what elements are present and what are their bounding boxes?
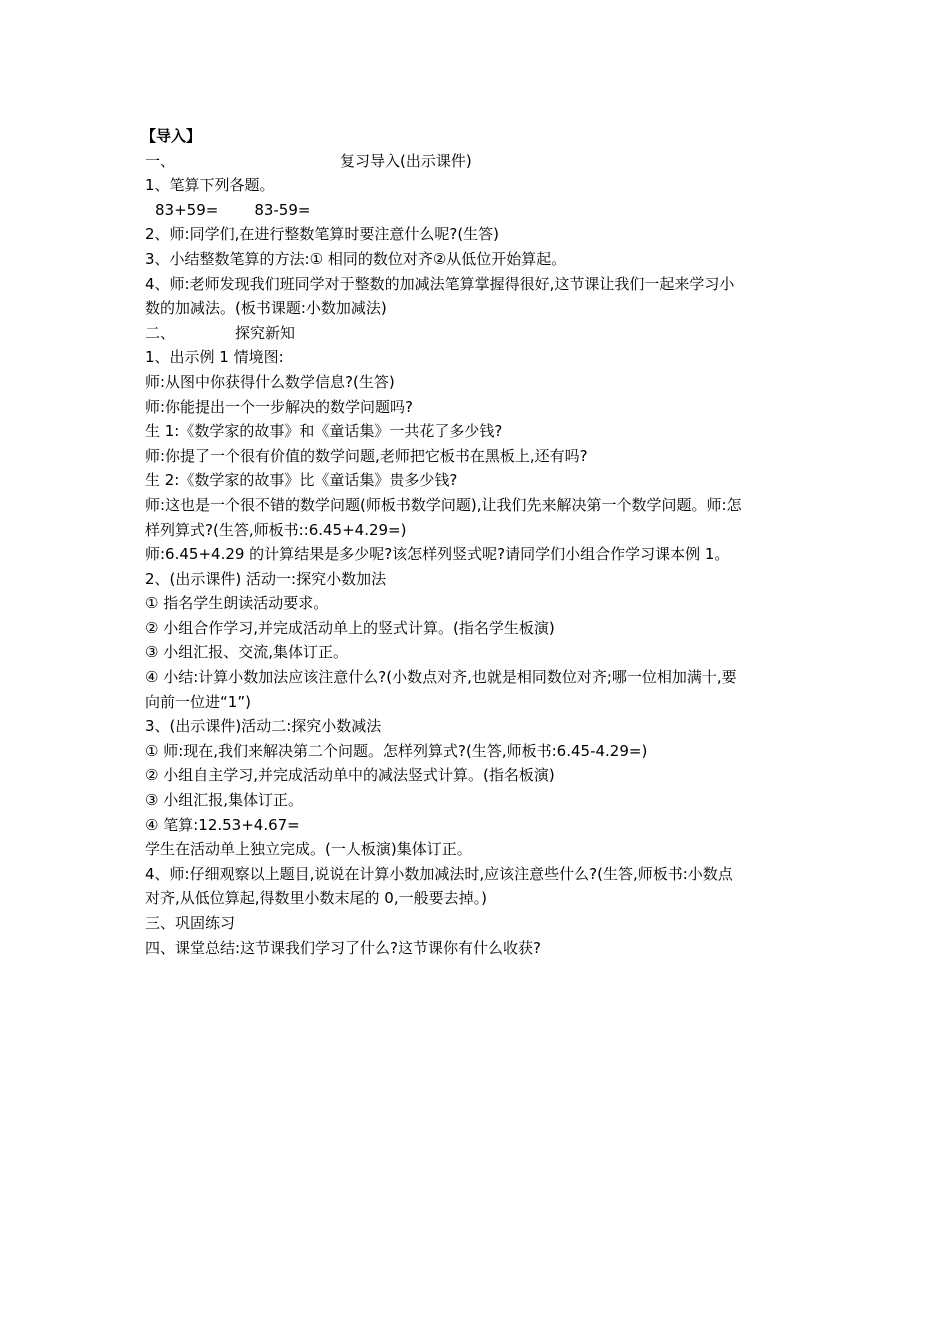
text-line: 1、笔算下列各题。 bbox=[145, 176, 275, 195]
text-line: ① 指名学生朗读活动要求。 bbox=[145, 594, 329, 613]
text-line: 师:这也是一个很不错的数学问题(师板书数学问题),让我们先来解决第一个数学问题。师:怎 bbox=[145, 495, 742, 514]
text-line: ④ 笔算:12.53+4.67= bbox=[145, 815, 300, 834]
text-line: 师:你能提出一个一步解决的数学问题吗? bbox=[145, 397, 414, 416]
text-line: ② 小组自主学习,并完成活动单中的减法竖式计算。(指名板演) bbox=[145, 766, 555, 785]
calculation-line bbox=[145, 198, 810, 223]
text-line: ④ 小结:计算小数加法应该注意什么?(小数点对齐,也就是相同数位对齐;哪一位相加满十,要 bbox=[145, 668, 737, 687]
text-line: 师:你提了一个很有价值的数学问题,老师把它板书在黑板上,还有吗? bbox=[145, 446, 588, 465]
text-line: 样列算式?(生答,师板书::6.45+4.29=) bbox=[145, 520, 407, 539]
section-one-number: 一、 bbox=[145, 151, 176, 170]
text-line: 3、(出示课件)活动二:探究小数减法 bbox=[145, 717, 382, 736]
section-one-text: 复习导入(出示课件) bbox=[340, 151, 472, 170]
text-line: 2、师:同学们,在进行整数笔算时要注意什么呢?(生答) bbox=[145, 225, 500, 244]
text-line: 3、小结整数笔算的方法:① 相同的数位对齐②从低位开始算起。 bbox=[145, 249, 567, 268]
section-title: 【导入】 bbox=[141, 127, 202, 145]
text-line: 向前一位进“1”) bbox=[145, 692, 251, 711]
calc-sub: 83-59= bbox=[254, 200, 311, 219]
text-line: ② 小组合作学习,并完成活动单上的竖式计算。(指名学生板演) bbox=[145, 618, 555, 637]
text-line: 师:从图中你获得什么数学信息?(生答) bbox=[145, 372, 395, 391]
text-line: 师:6.45+4.29 的计算结果是多少呢?该怎样列竖式呢?请同学们小组合作学习课本例 1。 bbox=[145, 545, 730, 564]
section-three-heading: 三、巩固练习 bbox=[145, 914, 236, 932]
text-line: 生 2:《数学家的故事》比《童话集》贵多少钱? bbox=[145, 471, 458, 490]
text-line: 4、师:仔细观察以上题目,说说在计算小数加减法时,应该注意些什么?(生答,师板书:小数点 bbox=[145, 864, 733, 883]
section-two-number: 二、 bbox=[145, 323, 176, 342]
text-line: 生 1:《数学家的故事》和《童话集》一共花了多少钱? bbox=[145, 422, 503, 441]
section-two-heading bbox=[145, 321, 810, 346]
section-two-text: 探究新知 bbox=[235, 323, 296, 342]
text-line: 对齐,从低位算起,得数里小数末尾的 0,一般要去掉。) bbox=[145, 889, 487, 908]
text-line: ③ 小组汇报、交流,集体订正。 bbox=[145, 643, 348, 662]
text-line: ③ 小组汇报,集体订正。 bbox=[145, 791, 303, 810]
calc-add: 83+59= bbox=[155, 200, 219, 219]
text-line: 学生在活动单上独立完成。(一人板演)集体订正。 bbox=[145, 840, 472, 859]
text-line: 数的加减法。(板书课题:小数加减法) bbox=[145, 299, 387, 318]
text-line: 1、出示例 1 情境图: bbox=[145, 348, 284, 367]
text-line: 2、(出示课件) 活动一:探究小数加法 bbox=[145, 569, 387, 588]
section-one-heading bbox=[145, 149, 810, 174]
text-line: 4、师:老师发现我们班同学对于整数的加减法笔算掌握得很好,这节课让我们一起来学习小 bbox=[145, 274, 735, 293]
text-line: ① 师:现在,我们来解决第二个问题。怎样列算式?(生答,师板书:6.45-4.29=) bbox=[145, 741, 648, 760]
section-four-heading: 四、课堂总结:这节课我们学习了什么?这节课你有什么收获? bbox=[145, 938, 541, 957]
lesson-plan-body bbox=[141, 124, 810, 960]
